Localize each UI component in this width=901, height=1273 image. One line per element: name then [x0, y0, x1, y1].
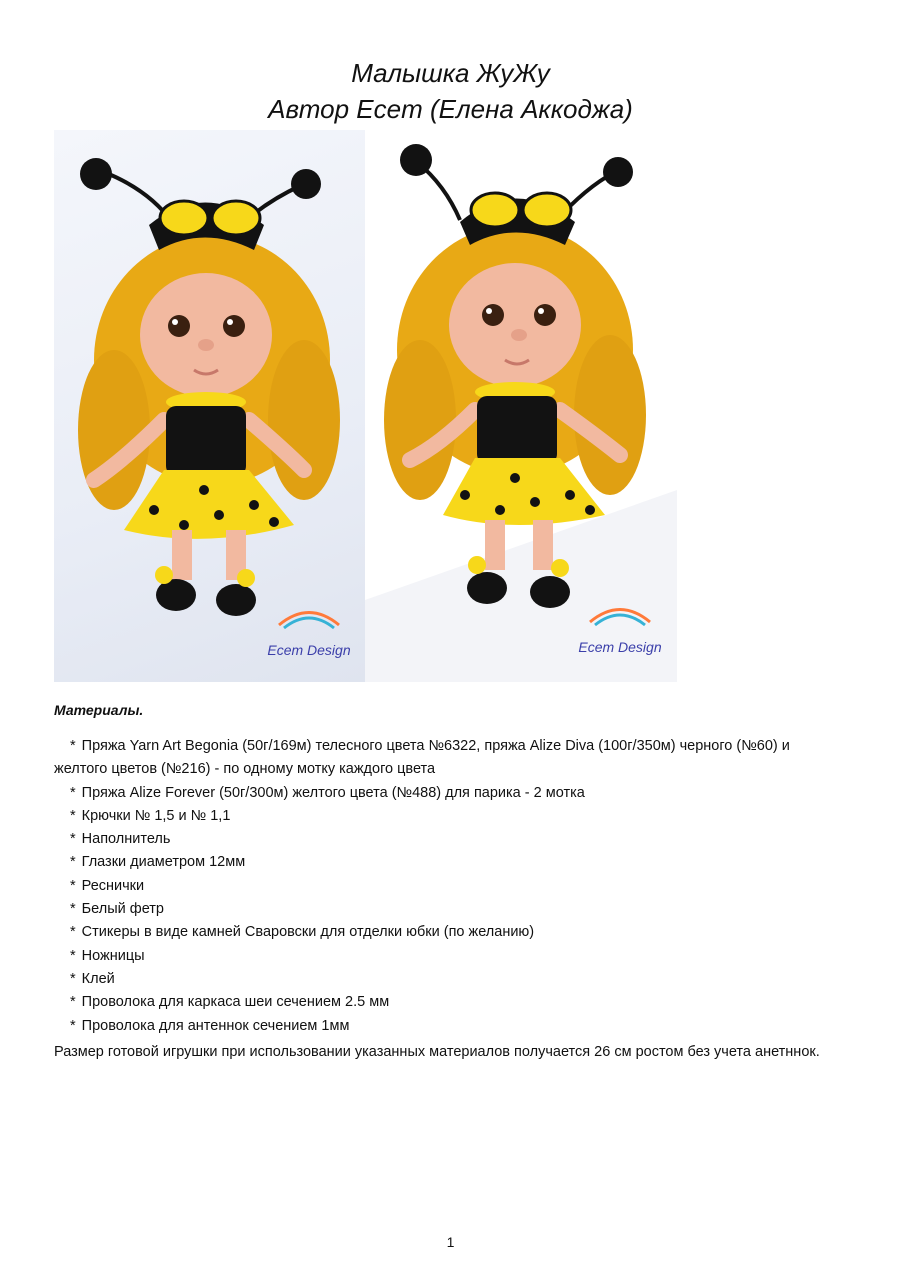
materials-list — [54, 735, 844, 1038]
list-item: * Наполнитель — [70, 831, 171, 848]
doll-illustration-2 — [365, 130, 677, 682]
list-item: * Проволока для антеннок сечением 1мм — [70, 1017, 350, 1034]
page-number: 1 — [446, 1234, 455, 1250]
watermark-text-2: Ecem Design — [578, 639, 662, 655]
doll-illustration-1 — [54, 130, 365, 682]
list-item: * Пряжа Yarn Art Begonia (50г/169м) телесного цвета №6322, пряжа Alize Diva (100г/350м) черного (№60) и желтого цветов (№216) - по одному мотку каждого цвета — [54, 738, 790, 778]
list-item: * Пряжа Alize Forever (50г/300м) желтого цвета (№488) для парика - 2 мотка — [70, 784, 585, 801]
list-item: * Клей — [70, 970, 115, 987]
list-item: * Стикеры в виде камней Сваровски для отделки юбки (по желанию) — [70, 924, 535, 941]
watermark-text-1: Ecem Design — [267, 642, 351, 658]
doll-photo-2 — [365, 130, 677, 682]
list-item: * Крючки № 1,5 и № 1,1 — [70, 807, 231, 824]
list-item: * Проволока для каркаса шеи сечением 2.5 мм — [70, 994, 390, 1011]
list-item: * Реснички — [70, 877, 145, 894]
list-item: * Глазки диаметром 12мм — [70, 854, 246, 871]
size-summary: Размер готовой игрушки при использовании указанных материалов получается 26 см ростом без учета анетннок. — [54, 1044, 820, 1060]
page-title-line-1: Малышка ЖуЖу — [351, 58, 550, 88]
list-item: * Белый фетр — [70, 901, 164, 918]
page-title-line-2: Автор Ecem (Елена Аккоджа) — [268, 94, 633, 124]
doll-photo-1 — [54, 130, 365, 682]
materials-heading: Материалы. — [54, 702, 144, 718]
list-item: * Ножницы — [70, 947, 145, 964]
